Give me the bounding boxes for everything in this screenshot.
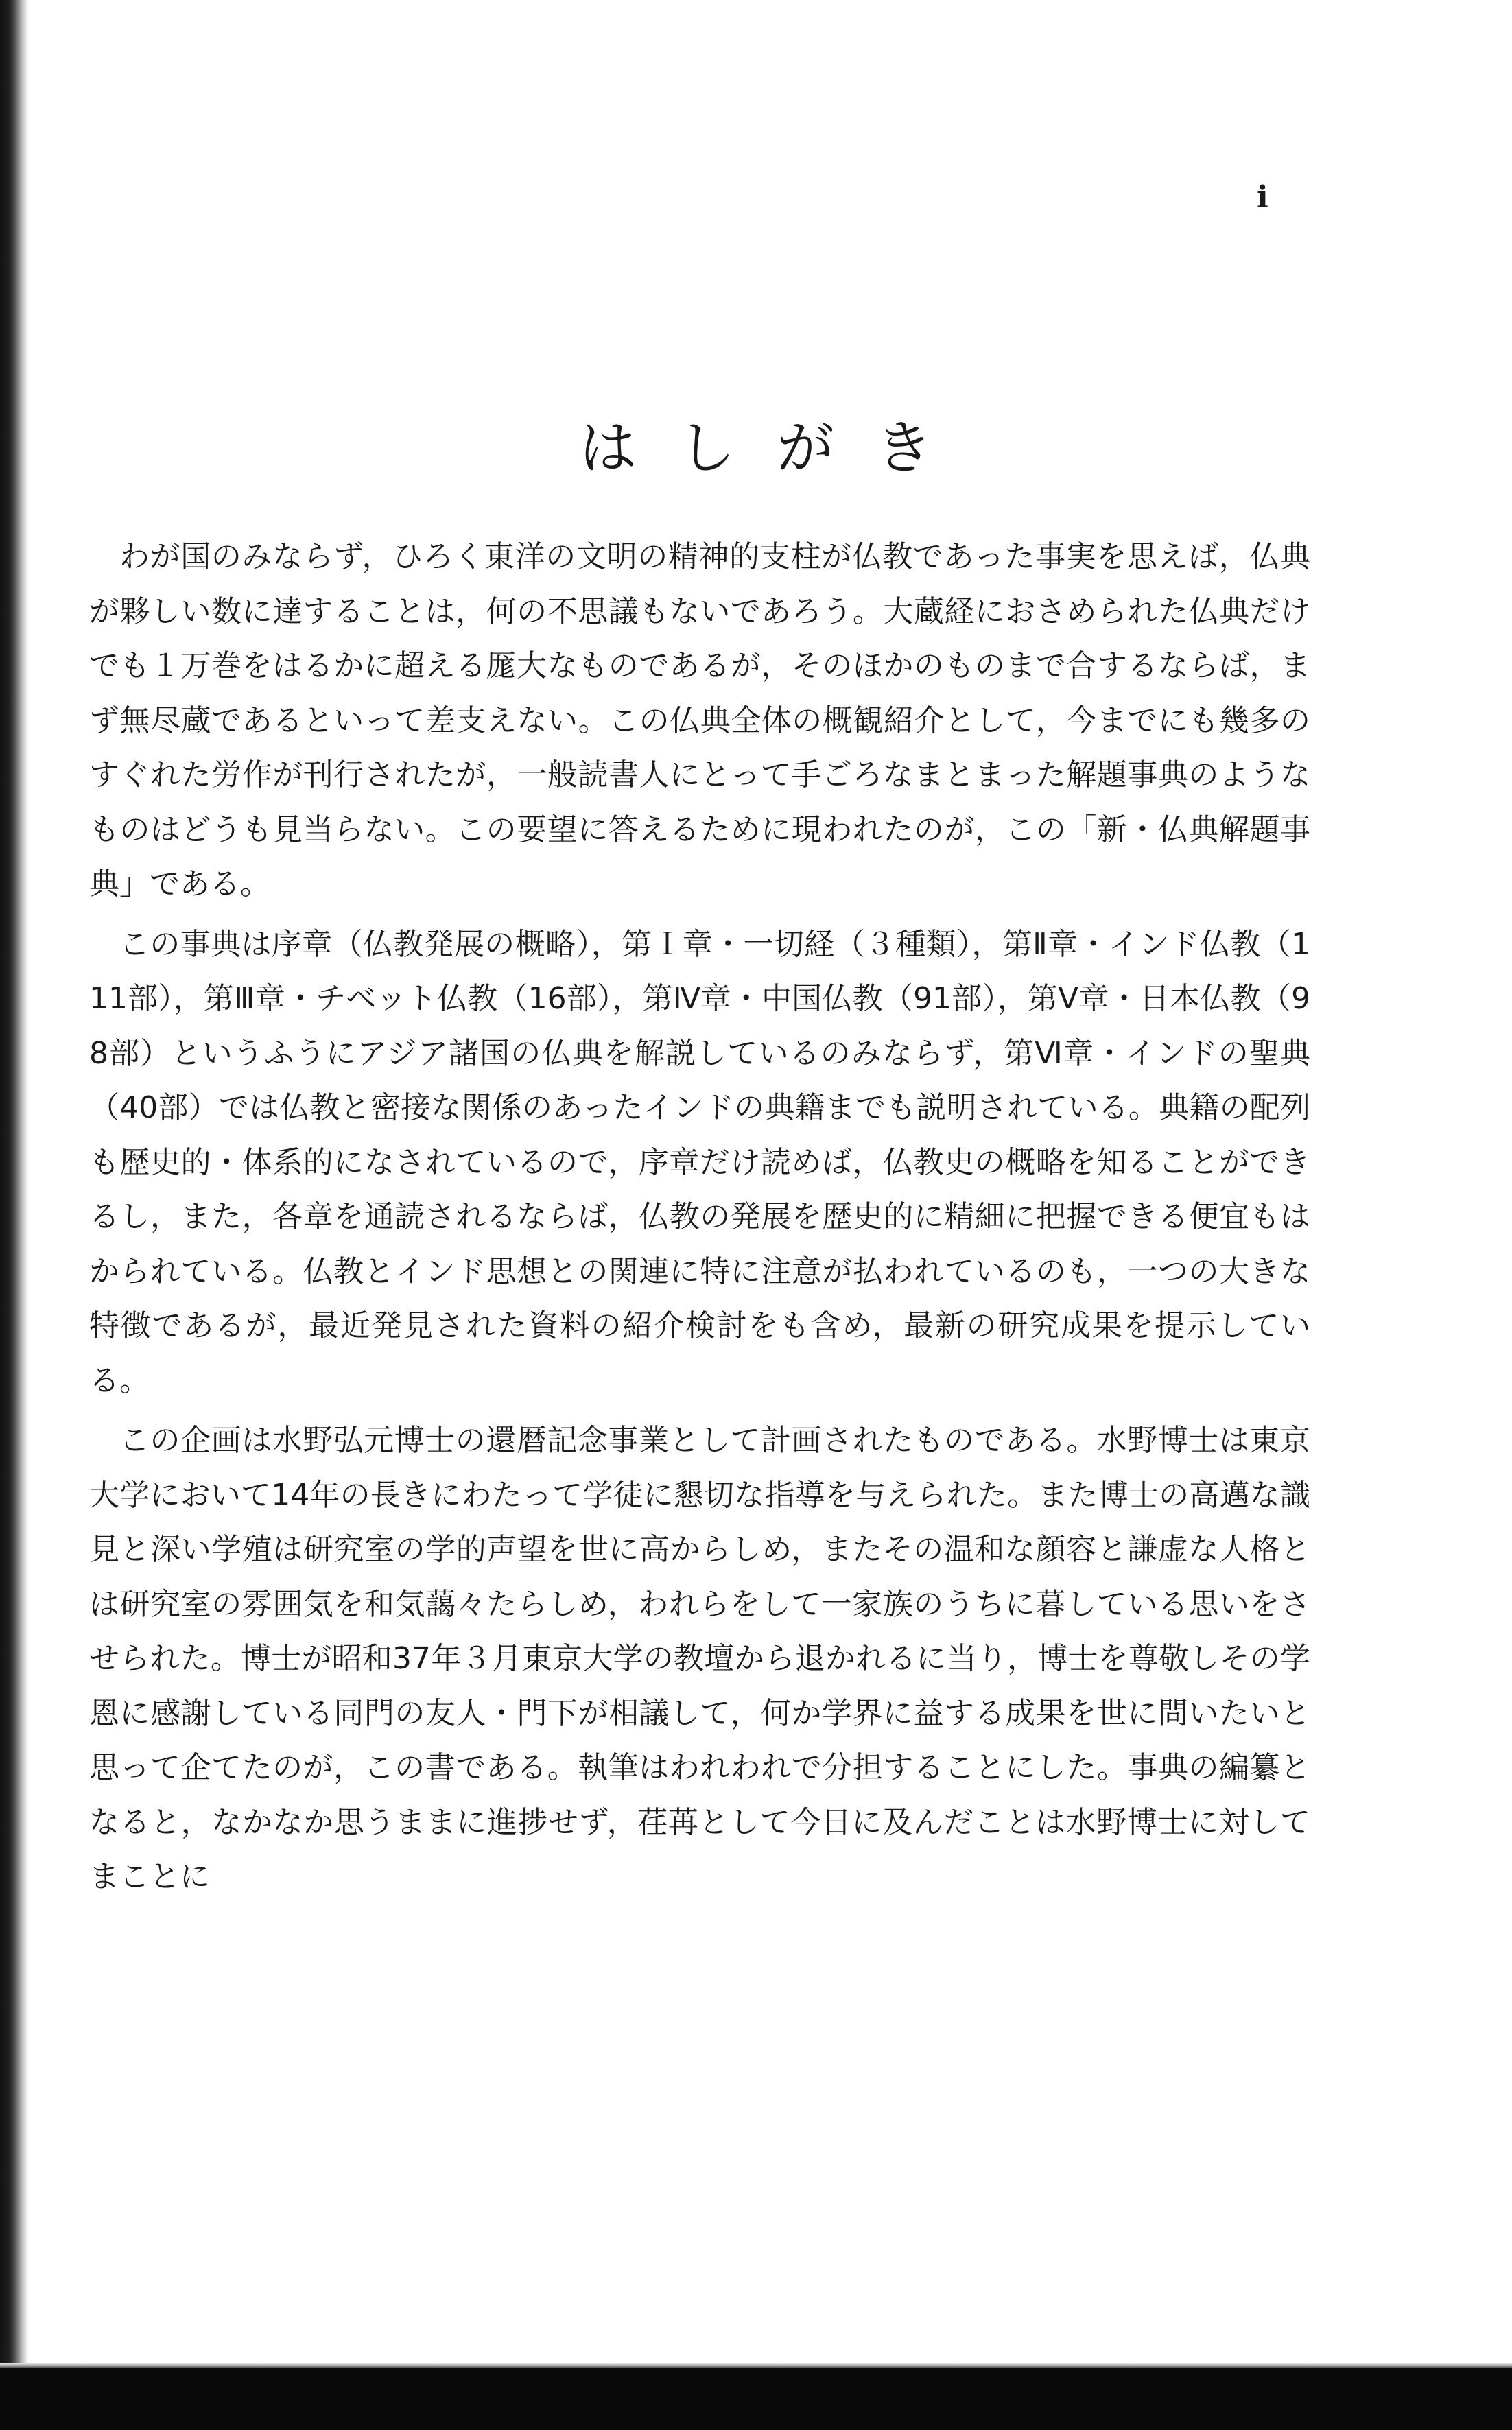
paragraph-2: この事典は序章（仏教発展の概略），第Ｉ章・一切経（３種類），第Ⅱ章・インド仏教（111部），第Ⅲ章・チベット仏教（16部），第Ⅳ章・中国仏教（91部），第Ⅴ章・日本仏教（98部）というふうにアジア諸国の仏典を解説しているのみならず，第Ⅵ章・インドの聖典（40部）では仏教と密接な関係のあったインドの典籍までも説明されている。典籍の配列も歴史的・体系的になされているので，序章だけ読めば，仏教史の概略を知ることができるし，また，各章を通読されるならば，仏教の発展を歴史的に精細に把握できる便宜もはかられている。仏教とインド思想との関連に特に注意が払われているのも，一つの大きな特徴であるが，最近発見された資料の紹介検討をも含め，最新の研究成果を提示している。 (89, 926, 1310, 1398)
scan-edge-bottom (0, 2368, 1512, 2430)
paragraph-1: わが国のみならず，ひろく東洋の文明の精神的支柱が仏教であった事実を思えば，仏典が夥しい数に達することは，何の不思議もないであろう。大蔵経におさめられた仏典だけでも１万巻をはるかに超える厖大なものであるが，そのほかのものまで合するならば，まず無尽蔵であるといって差支えない。この仏典全体の概観紹介として，今までにも幾多のすぐれた労作が刊行されたが，一般読書人にとって手ごろなまとまった解題事典のようなものはどうも見当らない。この要望に答えるために現われたのが，この「新・仏典解題事典」である。 (89, 539, 1310, 901)
page-title: はしがき (578, 414, 974, 482)
page-number: i (1257, 180, 1268, 215)
paragraph-3: この企画は水野弘元博士の還暦記念事業として計画されたものである。水野博士は東京大学において14年の長きにわたって学徒に懇切な指導を与えられた。また博士の高邁な識見と深い学殖は研究室の学的声望を世に高からしめ，またその温和な顔容と謙虚な人格とは研究室の雰囲気を和気藹々たらしめ，われらをして一家族のうちに暮している思いをさせられた。博士が昭和37年３月東京大学の教壇から退かれるに当り，博士を尊敬しその学恩に感謝している同門の友人・門下が相議して，何か学界に益する成果を世に問いたいと思って企てたのが，この書である。執筆はわれわれで分担することにした。事典の編纂となると，なかなか思うままに進捗せず，荏苒として今日に及んだことは水野博士に対してまことに (89, 1423, 1310, 1894)
scan-edge-left (0, 0, 29, 2430)
body-text (89, 530, 1310, 1910)
scan-edge-bottom-fade (0, 2363, 1512, 2368)
